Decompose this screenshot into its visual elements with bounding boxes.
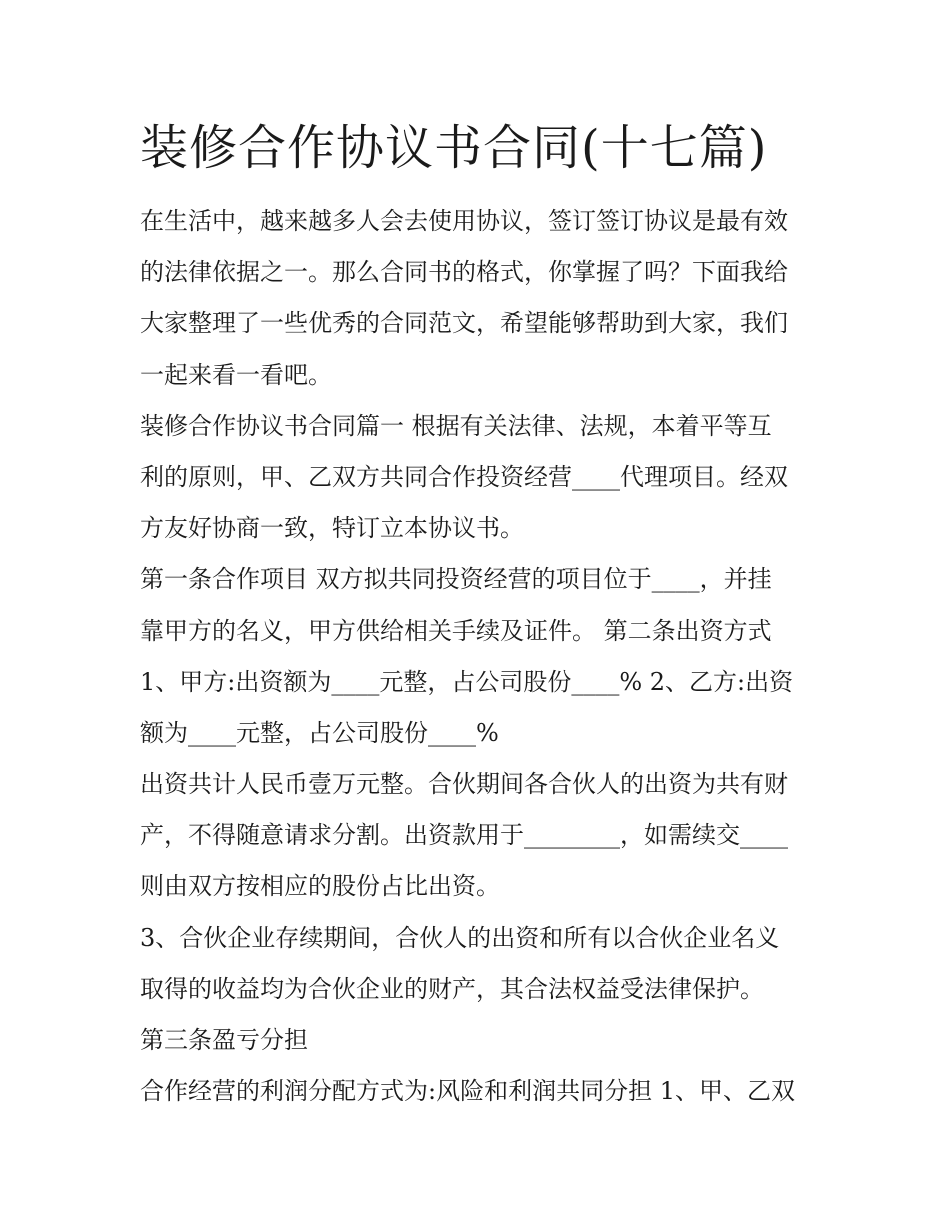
text-line: 利的原则，甲、乙双方共同合作投资经营____代理项目。经双 [140, 462, 788, 491]
text-line: 大家整理了一些优秀的合同范文，希望能够帮助到大家，我们 [140, 309, 788, 338]
text-line: 额为____元整，占公司股份____% [140, 718, 499, 747]
paragraph-item-three [140, 913, 810, 1015]
paragraph-section-one [140, 401, 810, 555]
document-body [140, 196, 810, 1117]
paragraph-article-three [140, 1015, 810, 1066]
text-line: 1、甲方:出资额为____元整，占公司股份____% 2、乙方:出资 [140, 667, 794, 696]
text-line: 一起来看一看吧。 [140, 360, 332, 389]
text-line: 取得的收益均为合伙企业的财产，其合法权益受法律保护。 [140, 974, 764, 1003]
text-line: 合作经营的利润分配方式为:风险和利润共同分担 1、甲、乙双 [140, 1077, 795, 1106]
paragraph-intro [140, 196, 810, 401]
text-line: 第一条合作项目 双方拟共同投资经营的项目位于____，并挂 [140, 565, 772, 594]
text-line: 的法律依据之一。那么合同书的格式，你掌握了吗？下面我给 [140, 258, 788, 287]
paragraph-article-one [140, 554, 810, 759]
paragraph-profit [140, 1066, 810, 1117]
text-line: 方友好协商一致，特订立本协议书。 [140, 514, 524, 543]
text-line: 出资共计人民币壹万元整。合伙期间各合伙人的出资为共有财 [140, 770, 788, 799]
text-line: 产，不得随意请求分割。出资款用于________，如需续交____ [140, 821, 788, 850]
text-line: 第三条盈亏分担 [140, 1026, 308, 1054]
text-line: 靠甲方的名义，甲方供给相关手续及证件。 第二条出资方式 [140, 616, 772, 645]
text-line: 在生活中，越来越多人会去使用协议，签订签订协议是最有效 [140, 207, 788, 235]
paragraph-capital [140, 759, 810, 913]
text-line: 则由双方按相应的股份占比出资。 [140, 872, 500, 901]
text-line: 3、合伙企业存续期间，合伙人的出资和所有以合伙企业名义 [140, 923, 780, 952]
text-line: 装修合作协议书合同篇一 根据有关法律、法规，本着平等互 [140, 411, 772, 440]
document-title: 装修合作协议书合同(十七篇) [140, 120, 768, 176]
